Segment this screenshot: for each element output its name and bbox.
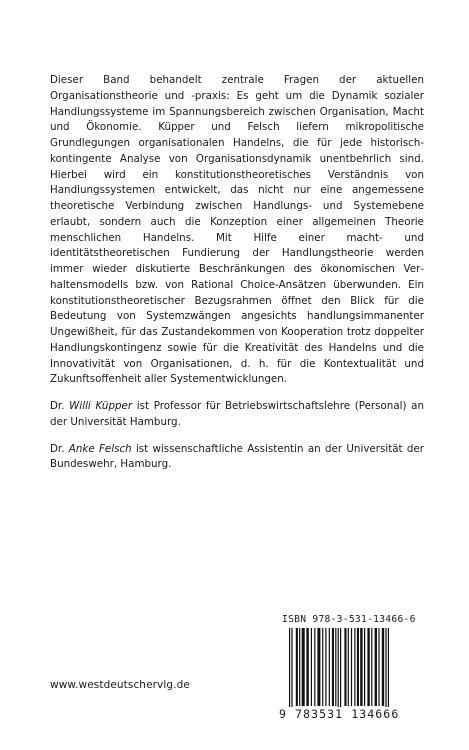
barcode-block: [279, 614, 427, 719]
author-1-name: Willi Küpper: [69, 400, 133, 412]
barcode-image: [279, 628, 427, 714]
author-1-title: Dr.: [50, 400, 65, 412]
author-2-title: Dr.: [50, 442, 65, 455]
publisher-website[interactable]: www.westdeutschervlg.de: [50, 679, 190, 691]
isbn-label: ISBN 978-3-531-13466-6: [282, 614, 416, 625]
author-2-name: Anke Felsch: [68, 442, 132, 455]
ean-digits: 9 783531 134666: [279, 707, 429, 721]
author-1-bio: ist Professor für Betriebswirtschaftslehre (Personal) an der Universität Hamburg.: [50, 400, 425, 428]
description-paragraph: Dieser Band behandelt zentrale Fragen der aktuellen Organisationstheorie und -praxis: Es geht um die Dynamik sozialer Handlungssysteme im Spannungsbereich zwischen Organisation, Macht und Ökonomie. Küpper und Felsch liefern mikropolitische Grundlegungen organisationalen Handelns, die für jede historisch-kontingente Analyse von Organisationsdynamik unentbehrlich sind. Hierbei wird ein konstitutionstheoretisches Verständnis von Handlungssystemen entwickelt, das nicht nur eine angemessene theoretische Verbindung zwischen Handlungs- und Systemebene erlaubt, sondern auch die Konzeption einer allgemeinen Theorie menschlichen Handelns. Mit Hilfe einer macht- und identitätstheoretischen Fundierung der Handlungstheorie werden immer wieder diskutierte Beschränkungen des ökonomischen Verhaltensmodells bzw. von Rational Choice-Ansätzen überwunden. Ein konstitutionstheoretischer Bezugsrahmen öffnet den Blick für die Bedeutung von Systemzwängen angesichts handlungsimmanenter Ungewißheit, für das Zustandekommen von Kooperation trotz doppelter Handlungskontingenz sowie für die Kreativität des Handelns und die Innovativität von Organisationen, d. h. für die Kontextualität und Zukunftsoffenheit aller Systementwicklungen.: [50, 74, 424, 386]
author-bio-2: [50, 442, 424, 474]
author-bio-1: [50, 399, 424, 431]
back-cover-text: [50, 73, 424, 473]
author-2-bio: ist wissenschaftliche Assistentin an der Universität der Bundeswehr, Hamburg.: [50, 442, 424, 471]
